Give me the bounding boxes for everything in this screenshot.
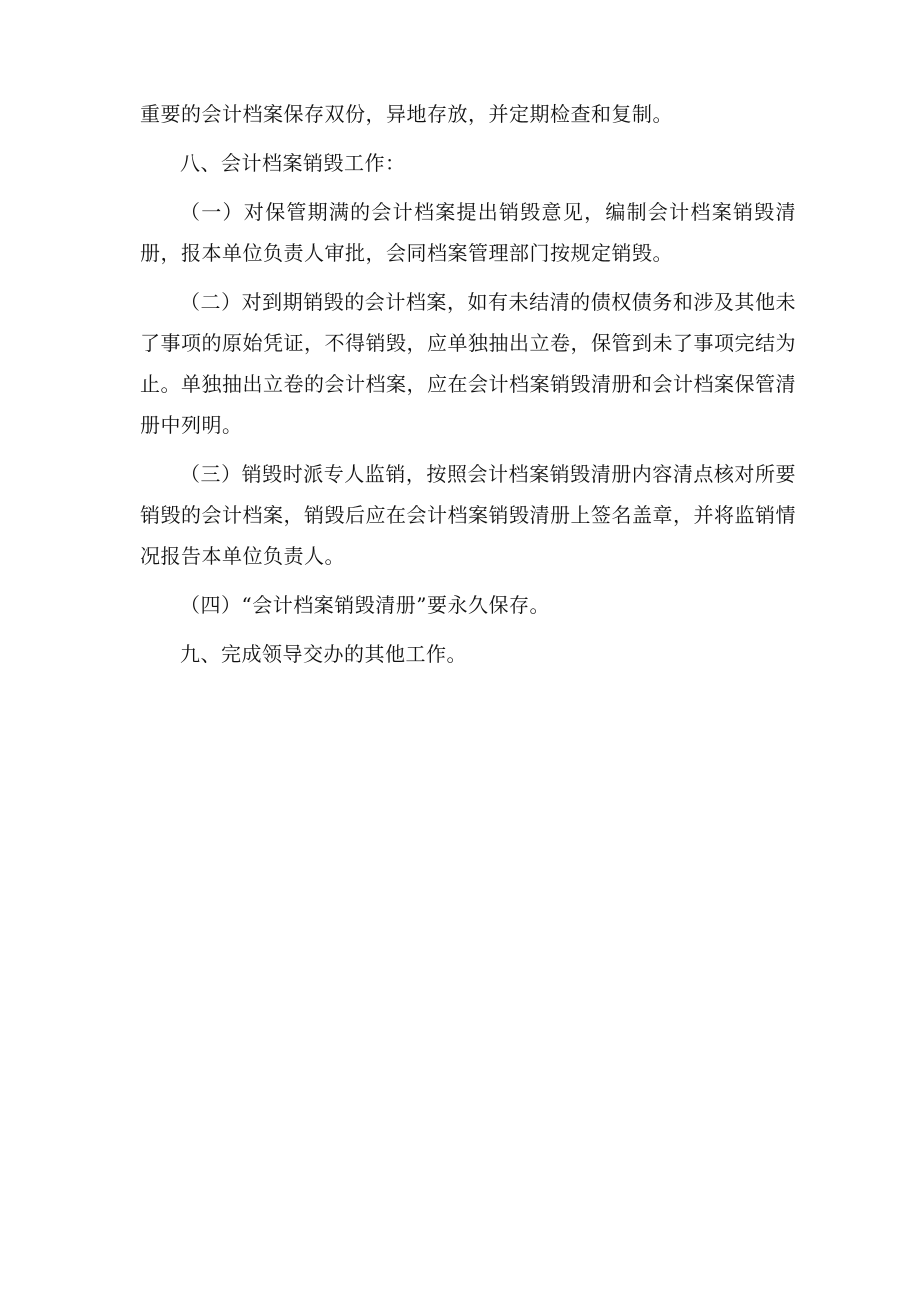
- paragraph-archive-duplicate: 重要的会计档案保存双份，异地存放，并定期检查和复制。: [140, 102, 673, 126]
- section-heading-destruction: 八、会计档案销毁工作：: [180, 151, 406, 175]
- paragraph-item-4: （四）“会计档案销毁清册”要永久保存。: [180, 593, 550, 617]
- document-body: [140, 94, 796, 683]
- paragraph-item-1: （一）对保管期满的会计档案提出销毁意见，编制会计档案销毁清册，报本单位负责人审批，会同档案管理部门按规定销毁。: [140, 200, 796, 265]
- paragraph-item-2: （二）对到期销毁的会计档案，如有未结清的债权债务和涉及其他未了事项的原始凭证，不得销毁，应单独抽出立卷，保管到未了事项完结为止。单独抽出立卷的会计档案，应在会计档案销毁清册和会计档案保管清册中列明。: [140, 290, 796, 437]
- paragraph-item-3: （三）销毁时派专人监销，按照会计档案销毁清册内容清点核对所要销毁的会计档案，销毁后应在会计档案销毁清册上签名盖章，并将监销情况报告本单位负责人。: [140, 462, 796, 568]
- section-heading-other-work: 九、完成领导交办的其他工作。: [180, 642, 467, 666]
